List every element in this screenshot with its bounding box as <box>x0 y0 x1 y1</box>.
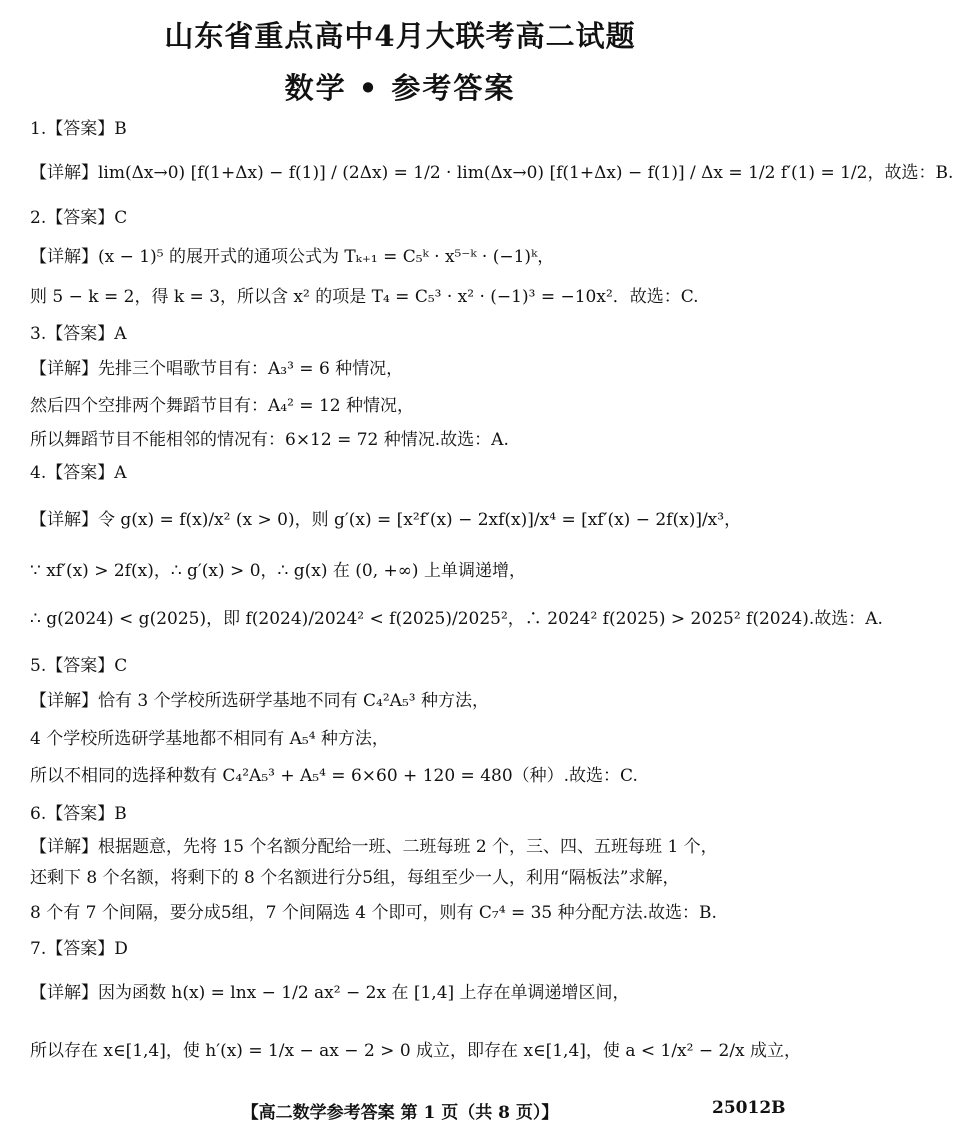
page-subtitle: 数学 • 参考答案 <box>284 71 516 105</box>
item-number: 3. <box>30 324 47 344</box>
document-code: 25012B <box>712 1098 786 1118</box>
answer-value: B <box>114 119 127 139</box>
answer-6 <box>30 803 790 825</box>
item-number: 7. <box>30 939 47 959</box>
page-title: 山东省重点高中4月大联考高二试题 <box>164 19 636 53</box>
explanation-4-line-1: 【详解】令 g(x) = f(x)/x² (x > 0)，则 g′(x) = [x²f′(x) − 2xf(x)]/x⁴ = [xf′(x) − 2f(x)]/x³， <box>30 510 742 530</box>
answer-value: A <box>114 324 127 344</box>
explanation-5-line-3: 所以不相同的选择种数有 C₄²A₅³ + A₅⁴ = 6×60 + 120 = 480（种）.故选：C. <box>30 766 638 786</box>
answer-value: D <box>114 939 128 959</box>
explanation-5-line-1: 【详解】恰有 3 个学校所选研学基地不同有 C₄²A₅³ 种方法， <box>30 691 489 711</box>
answer-label: 【答案】 <box>46 324 115 344</box>
explanation-1-line-1: 【详解】lim(Δx→0) [f(1+Δx) − f(1)] / (2Δx) = 1/2 · lim(Δx→0) [f(1+Δx) − f(1)] / Δx = 1/2 f′(1) = 1/2，故选：B. <box>30 163 953 183</box>
item-number: 1. <box>30 119 47 139</box>
explanation-3-line-1: 【详解】先排三个唱歌节目有：A₃³ = 6 种情况， <box>30 359 404 379</box>
explanation-4-line-3: ∴ g(2024) < g(2025)，即 f(2024)/2024² < f(2025)/2025²，∴ 2024² f(2025) > 2025² f(2024).故选：A. <box>30 609 883 629</box>
explanation-3-line-2: 然后四个空排两个舞蹈节目有：A₄² = 12 种情况， <box>30 396 414 416</box>
item-number: 5. <box>30 656 47 676</box>
answer-7 <box>30 938 790 960</box>
answer-label: 【答案】 <box>46 939 115 959</box>
answer-4 <box>30 462 790 484</box>
item-number: 4. <box>30 463 47 483</box>
item-number: 6. <box>30 804 47 824</box>
answer-5 <box>30 655 790 677</box>
answer-2 <box>30 207 790 229</box>
answer-label: 【答案】 <box>46 804 115 824</box>
item-number: 2. <box>30 208 47 228</box>
answer-3 <box>30 323 790 345</box>
explanation-6-line-3: 8 个有 7 个间隔，要分成5组，7 个间隔选 4 个即可，则有 C₇⁴ = 35 种分配方法.故选：B. <box>30 903 717 923</box>
explanation-7-line-1: 【详解】因为函数 h(x) = lnx − 1/2 ax² − 2x 在 [1,4] 上存在单调递增区间， <box>30 983 630 1003</box>
explanation-4-line-2: ∵ xf′(x) > 2f(x)，∴ g′(x) > 0，∴ g(x) 在 (0, +∞) 上单调递增， <box>30 561 526 581</box>
explanation-2-line-1: 【详解】(x − 1)⁵ 的展开式的通项公式为 Tₖ₊₁ = C₅ᵏ · x⁵⁻ᵏ · (−1)ᵏ， <box>30 247 555 267</box>
answer-label: 【答案】 <box>46 656 115 676</box>
answer-value: C <box>114 656 128 676</box>
answer-1 <box>30 118 790 140</box>
answer-value: A <box>114 463 127 483</box>
explanation-7-line-2: 所以存在 x∈[1,4]，使 h′(x) = 1/x − ax − 2 > 0 成立，即存在 x∈[1,4]，使 a < 1/x² − 2/x 成立， <box>30 1041 802 1061</box>
explanation-2-line-2: 则 5 − k = 2，得 k = 3，所以含 x² 的项是 T₄ = C₅³ · x² · (−1)³ = −10x²．故选：C. <box>30 287 699 307</box>
answer-label: 【答案】 <box>46 463 115 483</box>
answer-label: 【答案】 <box>46 119 115 139</box>
explanation-5-line-2: 4 个学校所选研学基地都不相同有 A₅⁴ 种方法， <box>30 729 389 749</box>
page-footer: 【高二数学参考答案 第 1 页（共 8 页）】 <box>241 1103 559 1123</box>
explanation-6-line-1: 【详解】根据题意，先将 15 个名额分配给一班、二班每班 2 个，三、四、五班每班 1 个， <box>30 837 718 857</box>
explanation-3-line-3: 所以舞蹈节目不能相邻的情况有：6×12 = 72 种情况.故选：A. <box>30 430 509 450</box>
explanation-6-line-2: 还剩下 8 个名额，将剩下的 8 个名额进行分5组，每组至少一人，利用“隔板法”求解， <box>30 868 680 888</box>
answer-label: 【答案】 <box>46 208 115 228</box>
answer-value: C <box>114 208 128 228</box>
answer-value: B <box>114 804 127 824</box>
